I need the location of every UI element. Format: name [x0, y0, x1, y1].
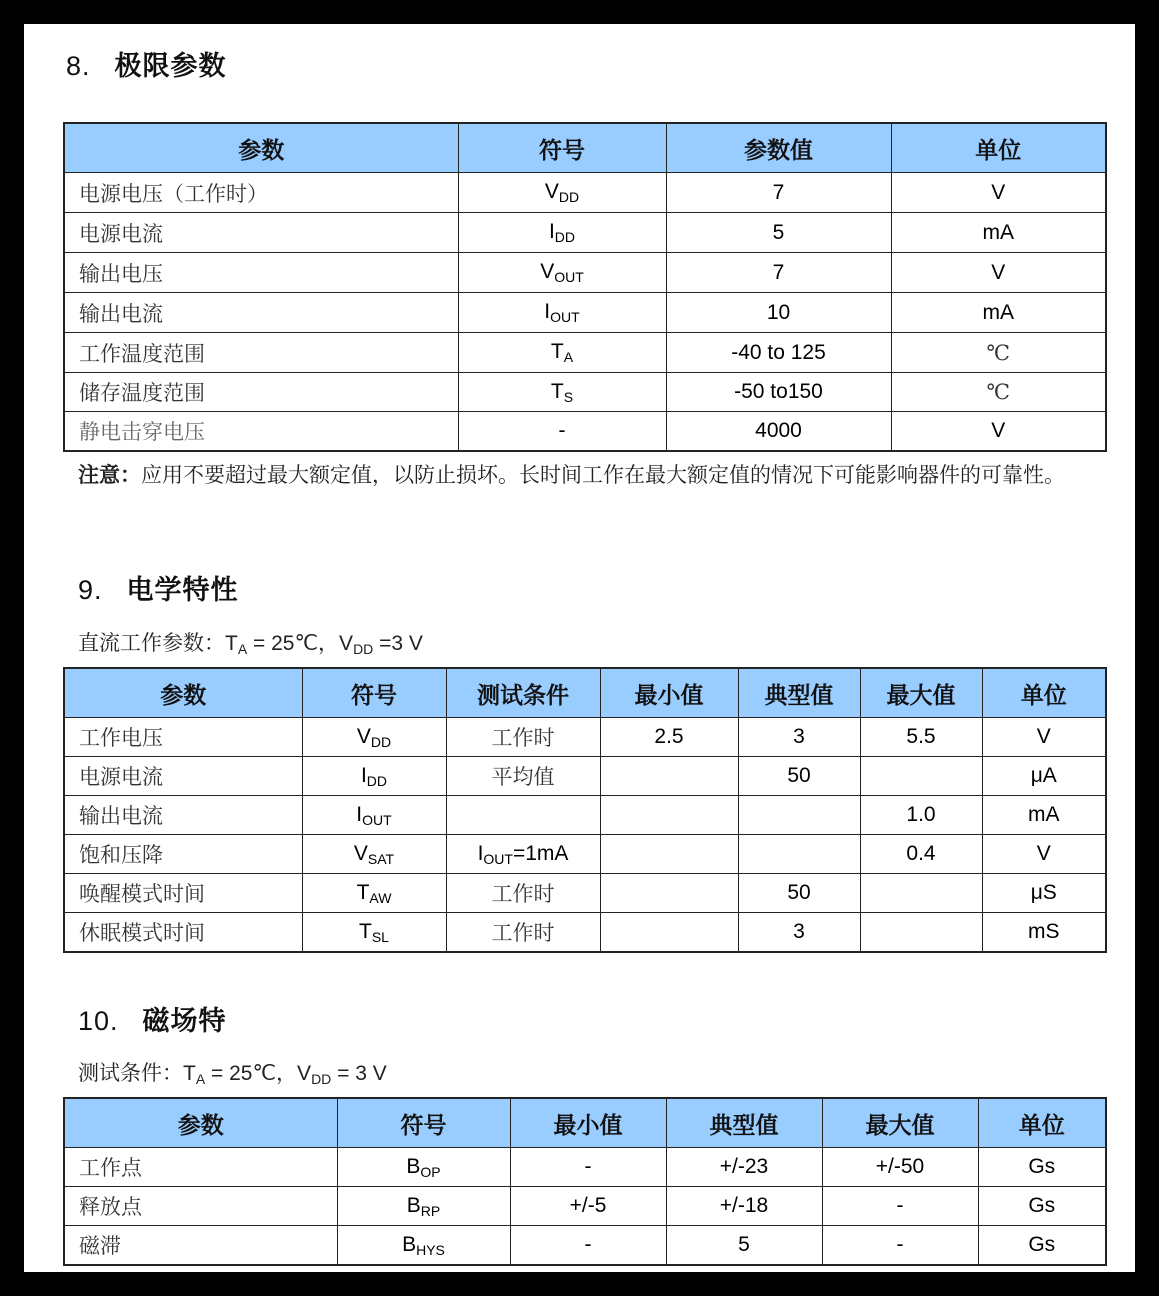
typ-value: 5	[666, 1226, 822, 1266]
unit: mS	[982, 913, 1106, 953]
min-value	[600, 757, 738, 796]
unit: mA	[982, 796, 1106, 835]
param-name: 电源电压（工作时）	[64, 173, 458, 213]
condition	[446, 796, 600, 835]
condition: 工作时	[446, 718, 600, 757]
param-name: 休眠模式时间	[64, 913, 302, 953]
param-name: 工作电压	[64, 718, 302, 757]
header-typ: 典型值	[666, 1098, 822, 1148]
typ-value	[738, 796, 860, 835]
min-value: -	[510, 1226, 666, 1266]
section-8-heading	[66, 44, 227, 83]
table-row	[64, 253, 1106, 293]
header-min: 最小值	[510, 1098, 666, 1148]
note-label: 注意：	[78, 463, 141, 487]
param-value: 4000	[666, 412, 891, 452]
unit: V	[891, 412, 1106, 452]
max-value: -	[822, 1226, 978, 1266]
table-row	[64, 333, 1106, 373]
absolute-max-ratings-table	[63, 122, 1107, 452]
unit: V	[982, 835, 1106, 874]
param-value: -50 to150	[666, 373, 891, 412]
max-value	[860, 757, 982, 796]
table-header-row	[64, 668, 1106, 718]
param-value: 5	[666, 213, 891, 253]
magnetic-characteristics-table	[63, 1097, 1107, 1266]
param-name: 输出电流	[64, 796, 302, 835]
table-row	[64, 718, 1106, 757]
table-row	[64, 913, 1106, 953]
header-condition: 测试条件	[446, 668, 600, 718]
max-value: 1.0	[860, 796, 982, 835]
unit: Gs	[978, 1226, 1106, 1266]
unit: mA	[891, 293, 1106, 333]
max-value	[860, 874, 982, 913]
note-text: 应用不要超过最大额定值，以防止损坏。长时间工作在最大额定值的情况下可能影响器件的可靠性。	[141, 463, 1065, 487]
param-name: 饱和压降	[64, 835, 302, 874]
unit: μS	[982, 874, 1106, 913]
symbol: $I_{DD}$	[458, 213, 666, 253]
symbol: $B_{HYS}$	[337, 1226, 510, 1266]
symbol: $B_{RP}$	[337, 1187, 510, 1226]
document-page	[24, 24, 1135, 1272]
unit: V	[982, 718, 1106, 757]
condition: $I_{OUT}=1mA$	[446, 835, 600, 874]
section-title: 磁场特	[142, 1006, 227, 1037]
table-row	[64, 796, 1106, 835]
param-name: 静电击穿电压	[64, 412, 458, 452]
header-symbol: 符号	[337, 1098, 510, 1148]
section-9-heading	[78, 568, 239, 607]
table-row	[64, 874, 1106, 913]
symbol: $T_{SL}$	[302, 913, 446, 953]
min-value: +/-5	[510, 1187, 666, 1226]
min-value	[600, 913, 738, 953]
param-name: 电源电流	[64, 757, 302, 796]
table-header-row	[64, 123, 1106, 173]
table-row	[64, 213, 1106, 253]
param-value: 10	[666, 293, 891, 333]
max-value: 0.4	[860, 835, 982, 874]
header-symbol: 符号	[458, 123, 666, 173]
section-number: 10.	[78, 1006, 119, 1036]
table-header-row	[64, 1098, 1106, 1148]
magnetic-conditions-caption: 测试条件：$T_A$ = 25℃，$V_{DD} = 3$ V	[78, 1061, 387, 1087]
header-max: 最大值	[822, 1098, 978, 1148]
param-name: 工作温度范围	[64, 333, 458, 373]
condition: 工作时	[446, 874, 600, 913]
header-unit: 单位	[891, 123, 1106, 173]
header-param: 参数	[64, 1098, 337, 1148]
min-value: 2.5	[600, 718, 738, 757]
symbol: $T_A$	[458, 333, 666, 373]
unit: ℃	[891, 373, 1106, 412]
param-name: 唤醒模式时间	[64, 874, 302, 913]
param-name: 输出电流	[64, 293, 458, 333]
typ-value: 50	[738, 874, 860, 913]
dc-conditions-caption: 直流工作参数：$T_A$ = 25℃，$V_{DD} =3$ V	[78, 631, 423, 657]
header-min: 最小值	[600, 668, 738, 718]
min-value	[600, 835, 738, 874]
section-title: 电学特性	[126, 575, 239, 606]
typ-value: 3	[738, 913, 860, 953]
typ-value: 3	[738, 718, 860, 757]
electrical-characteristics-table	[63, 667, 1107, 953]
table-row	[64, 1187, 1106, 1226]
section-10-heading	[78, 999, 227, 1038]
max-value: 5.5	[860, 718, 982, 757]
header-param: 参数	[64, 123, 458, 173]
param-name: 磁滞	[64, 1226, 337, 1266]
header-param: 参数	[64, 668, 302, 718]
symbol: -	[458, 412, 666, 452]
section-number: 8.	[66, 51, 91, 81]
caution-note	[78, 456, 1108, 494]
symbol: $I_{DD}$	[302, 757, 446, 796]
typ-value: 50	[738, 757, 860, 796]
header-unit: 单位	[978, 1098, 1106, 1148]
unit: V	[891, 253, 1106, 293]
unit: μA	[982, 757, 1106, 796]
min-value	[600, 796, 738, 835]
unit: Gs	[978, 1187, 1106, 1226]
max-value: -	[822, 1187, 978, 1226]
table-row	[64, 173, 1106, 213]
symbol: $T_{AW}$	[302, 874, 446, 913]
section-title: 极限参数	[114, 51, 227, 82]
header-typ: 典型值	[738, 668, 860, 718]
typ-value: +/-23	[666, 1148, 822, 1187]
typ-value: +/-18	[666, 1187, 822, 1226]
table-row	[64, 373, 1106, 412]
symbol: $V_{DD}$	[458, 173, 666, 213]
symbol: $B_{OP}$	[337, 1148, 510, 1187]
typ-value	[738, 835, 860, 874]
min-value	[600, 874, 738, 913]
unit: mA	[891, 213, 1106, 253]
symbol: $V_{SAT}$	[302, 835, 446, 874]
param-value: 7	[666, 173, 891, 213]
unit: Gs	[978, 1148, 1106, 1187]
param-name: 电源电流	[64, 213, 458, 253]
header-symbol: 符号	[302, 668, 446, 718]
max-value: +/-50	[822, 1148, 978, 1187]
unit: ℃	[891, 333, 1106, 373]
param-name: 储存温度范围	[64, 373, 458, 412]
table-row	[64, 412, 1106, 452]
symbol: $V_{DD}$	[302, 718, 446, 757]
header-unit: 单位	[982, 668, 1106, 718]
section-number: 9.	[78, 575, 103, 605]
param-value: -40 to 125	[666, 333, 891, 373]
symbol: $V_{OUT}$	[458, 253, 666, 293]
param-name: 输出电压	[64, 253, 458, 293]
table-row	[64, 1226, 1106, 1266]
param-name: 工作点	[64, 1148, 337, 1187]
table-row	[64, 1148, 1106, 1187]
condition: 工作时	[446, 913, 600, 953]
param-name: 释放点	[64, 1187, 337, 1226]
table-row	[64, 835, 1106, 874]
symbol: $I_{OUT}$	[302, 796, 446, 835]
header-max: 最大值	[860, 668, 982, 718]
param-value: 7	[666, 253, 891, 293]
min-value: -	[510, 1148, 666, 1187]
condition: 平均值	[446, 757, 600, 796]
unit: V	[891, 173, 1106, 213]
max-value	[860, 913, 982, 953]
table-row	[64, 293, 1106, 333]
table-row	[64, 757, 1106, 796]
header-value: 参数值	[666, 123, 891, 173]
symbol: $I_{OUT}$	[458, 293, 666, 333]
symbol: $T_S$	[458, 373, 666, 412]
